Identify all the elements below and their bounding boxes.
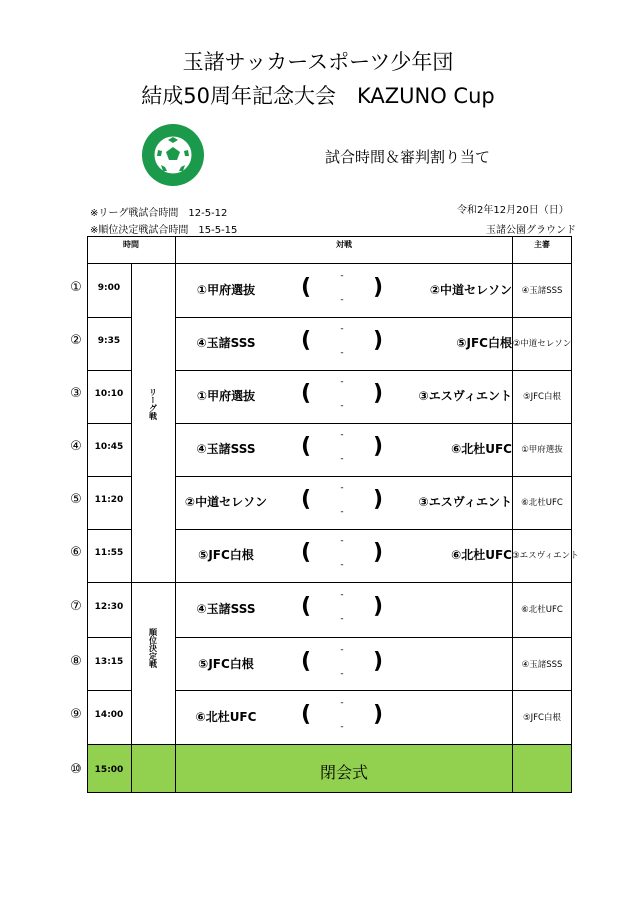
match-number: ⑤ xyxy=(70,492,82,507)
table-border-bottom xyxy=(87,792,572,793)
score-close: ) xyxy=(372,594,384,619)
home-team: ①甲府選抜 xyxy=(196,283,256,297)
score-open: ( xyxy=(300,434,312,459)
score-close: ) xyxy=(372,328,384,353)
referee-team: ④玉諸SSS xyxy=(521,286,563,296)
score-close: ) xyxy=(372,275,384,300)
home-team: ④玉諸SSS xyxy=(196,602,256,616)
closing-number: ⑩ xyxy=(70,762,82,777)
score-close: ) xyxy=(372,487,384,512)
home-team: ④玉諸SSS xyxy=(196,442,256,456)
referee-team: ④玉諸SSS xyxy=(521,660,563,670)
closing-time: 15:00 xyxy=(94,765,124,775)
score-close: ) xyxy=(372,649,384,674)
stage-label-league-text: リーグ戦 xyxy=(148,388,158,420)
away-team: ⑥北杜UFC xyxy=(451,442,512,456)
score-open: ( xyxy=(300,540,312,565)
away-team: ③エスヴィエント xyxy=(418,495,512,509)
away-team: ②中道セレソン xyxy=(429,283,512,297)
row-line xyxy=(175,529,572,530)
table-border-right xyxy=(571,236,572,793)
col-line-referee xyxy=(512,236,513,793)
home-team: ①甲府選抜 xyxy=(196,389,256,403)
score-dash-bottom: - xyxy=(340,560,344,570)
score-dash-top: - xyxy=(340,483,344,493)
page-title: 玉諸サッカースポーツ少年団 xyxy=(182,50,454,74)
stage-label-league xyxy=(131,388,175,425)
row-line xyxy=(87,690,131,691)
score-open: ( xyxy=(300,594,312,619)
match-time: 11:55 xyxy=(94,548,124,558)
league-duration-note: ※リーグ戦試合時間 12-5-12 xyxy=(90,208,228,219)
score-open: ( xyxy=(300,328,312,353)
row-line xyxy=(87,529,131,530)
score-close: ) xyxy=(372,540,384,565)
score-open: ( xyxy=(300,381,312,406)
match-number: ① xyxy=(70,280,82,295)
row-line xyxy=(87,423,131,424)
row-line xyxy=(175,370,572,371)
schedule-table xyxy=(87,236,579,793)
score-open: ( xyxy=(300,702,312,727)
match-number: ③ xyxy=(70,386,82,401)
match-number: ② xyxy=(70,333,82,348)
home-team: ⑤JFC白根 xyxy=(198,548,254,562)
referee-team: ⑥北杜UFC xyxy=(521,605,563,615)
score-dash-top: - xyxy=(340,590,344,600)
row-line xyxy=(87,637,131,638)
row-line xyxy=(175,423,572,424)
referee-team: ①甲府選抜 xyxy=(521,445,563,455)
referee-team: ③エスヴィエント xyxy=(512,551,579,561)
match-time: 10:10 xyxy=(94,389,124,399)
event-date: 令和2年12月20日（日） xyxy=(457,205,569,216)
score-dash-top: - xyxy=(340,324,344,334)
row-line xyxy=(87,582,572,583)
home-team: ④玉諸SSS xyxy=(196,336,256,350)
referee-team: ②中道セレソン xyxy=(512,339,572,349)
score-close: ) xyxy=(372,434,384,459)
home-team: ②中道セレソン xyxy=(184,495,268,509)
match-number: ⑦ xyxy=(70,599,82,614)
score-dash-top: - xyxy=(340,645,344,655)
referee-team: ⑥北杜UFC xyxy=(521,498,563,508)
match-time: 10:45 xyxy=(94,442,124,452)
score-open: ( xyxy=(300,275,312,300)
score-open: ( xyxy=(300,649,312,674)
away-team: ⑤JFC白根 xyxy=(456,336,512,350)
row-line xyxy=(175,476,572,477)
col-line-time xyxy=(131,263,132,793)
match-time: 9:00 xyxy=(97,283,121,293)
schedule-heading: 試合時間＆審判割り当て xyxy=(325,148,491,166)
away-team: ⑥北杜UFC xyxy=(451,548,512,562)
stage-label-ranking xyxy=(131,628,175,673)
match-number: ⑥ xyxy=(70,545,82,560)
page-subtitle: 結成50周年記念大会 KAZUNO Cup xyxy=(141,84,495,108)
score-dash-top: - xyxy=(340,271,344,281)
row-line xyxy=(87,476,131,477)
stage-label-ranking-text: 順位決定戦 xyxy=(148,628,158,668)
home-team: ⑥北杜UFC xyxy=(195,710,257,724)
match-time: 11:20 xyxy=(94,495,124,505)
match-time: 9:35 xyxy=(97,336,121,346)
match-time: 14:00 xyxy=(94,710,124,720)
row-line xyxy=(87,370,131,371)
row-line xyxy=(87,317,131,318)
match-time: 12:30 xyxy=(94,602,124,612)
referee-team: ⑤JFC白根 xyxy=(523,713,561,723)
score-dash-bottom: - xyxy=(340,507,344,517)
score-dash-bottom: - xyxy=(340,722,344,732)
away-team: ③エスヴィエント xyxy=(418,389,512,403)
score-dash-bottom: - xyxy=(340,669,344,679)
row-line xyxy=(87,744,572,745)
header-referee: 主審 xyxy=(534,240,550,249)
score-dash-top: - xyxy=(340,536,344,546)
match-number: ⑧ xyxy=(70,654,82,669)
closing-ceremony-label: 閉会式 xyxy=(319,763,368,782)
score-dash-top: - xyxy=(340,430,344,440)
row-line xyxy=(175,317,572,318)
soccer-ball-icon xyxy=(141,123,205,187)
referee-team: ⑤JFC白根 xyxy=(523,392,561,402)
row-line xyxy=(175,637,572,638)
match-number: ④ xyxy=(70,439,82,454)
score-dash-bottom: - xyxy=(340,614,344,624)
score-close: ) xyxy=(372,381,384,406)
score-dash-top: - xyxy=(340,377,344,387)
match-time: 13:15 xyxy=(94,657,124,667)
row-line xyxy=(175,690,572,691)
score-dash-top: - xyxy=(340,698,344,708)
score-open: ( xyxy=(300,487,312,512)
match-number: ⑨ xyxy=(70,707,82,722)
header-time: 時間 xyxy=(123,240,139,249)
header-separator xyxy=(87,263,572,264)
ranking-duration-note: ※順位決定戦試合時間 15-5-15 xyxy=(90,225,238,236)
score-dash-bottom: - xyxy=(340,454,344,464)
score-dash-bottom: - xyxy=(340,295,344,305)
event-venue: 玉諸公園グラウンド xyxy=(486,225,576,236)
score-dash-bottom: - xyxy=(340,348,344,358)
score-close: ) xyxy=(372,702,384,727)
home-team: ⑤JFC白根 xyxy=(198,657,254,671)
score-dash-bottom: - xyxy=(340,401,344,411)
header-match: 対戦 xyxy=(336,240,352,249)
